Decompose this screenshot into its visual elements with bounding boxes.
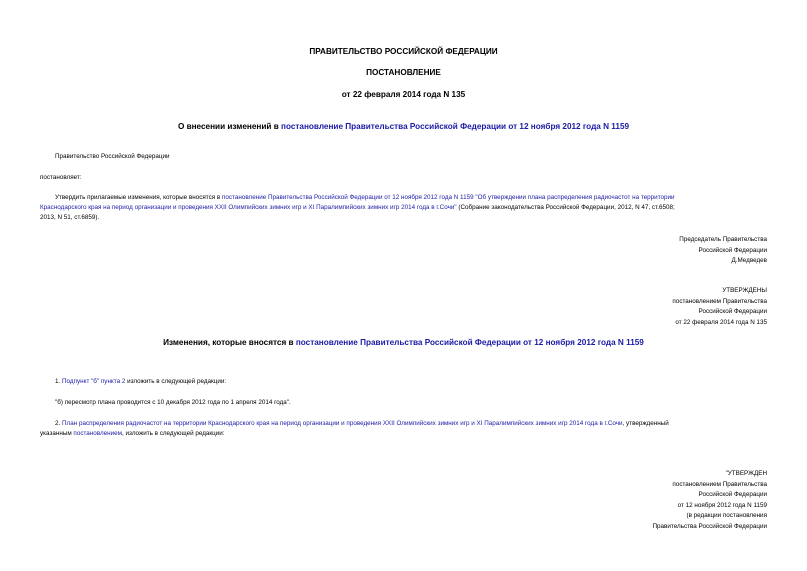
changes-title-link[interactable]: постановление Правительства Российской Федерации от 12 ноября 2012 года N 1159: [295, 338, 644, 347]
item-1-suffix: изложить в следующей редакции:: [125, 378, 227, 385]
item-1-number: 1.: [55, 378, 63, 385]
date-number-heading: от 22 февраля 2014 года N 135: [341, 90, 466, 99]
final-approval-line-3: от 12 ноября 2012 года N 1159: [677, 501, 767, 509]
changes-title: [0, 338, 807, 347]
approve-line-1: [55, 193, 675, 203]
approve-suffix: (Собрание законодательства Российской Федерации, 2012, N 47, ст.6508;: [456, 204, 675, 211]
approval-line-1: постановлением Правительства: [672, 297, 767, 305]
final-approval-line-2: Российской Федерации: [698, 491, 767, 498]
approve-link-1[interactable]: постановление Правительства Российской Федерации от 12 ноября 2012 года N 1159 "Об утверждении плана распределения радиочастот на территории: [222, 194, 675, 201]
intro-gov: Правительство Российской Федерации: [55, 153, 170, 160]
approve-link-2[interactable]: Краснодарского края на период организации и проведения XXII Олимпийских зимних игр и XI Паралимпийских зимних игр 2014 года в г.Сочи": [40, 204, 457, 211]
final-approval-line-1: постановлением Правительства: [672, 480, 767, 488]
signature-position-1: Председатель Правительства: [679, 236, 767, 243]
title-prefix: О внесении изменений в: [177, 122, 282, 131]
final-approval-line-5: Правительства Российской Федерации: [652, 522, 767, 530]
item-1: [55, 377, 226, 387]
item-2-line-1: [55, 419, 669, 429]
government-heading: ПРАВИТЕЛЬСТВО РОССИЙСКОЙ ФЕДЕРАЦИИ: [309, 47, 498, 56]
approval-line-2: Российской Федерации: [698, 308, 767, 315]
signature-position-2: Российской Федерации: [698, 246, 767, 254]
doc-type-heading: ПОСТАНОВЛЕНИЕ: [366, 68, 441, 77]
intro-decides: постановляет:: [40, 174, 82, 181]
item-2-line-2: [40, 429, 225, 439]
item-2-line-2-suffix: , изложить в следующей редакции:: [121, 430, 225, 437]
title-link[interactable]: постановление Правительства Российской Федерации от 12 ноября 2012 года N 1159: [281, 122, 630, 131]
signature-block: [679, 235, 767, 267]
approve-line-3: 2013, N 51, ст.6859).: [40, 214, 100, 221]
final-approval-block: [653, 469, 767, 532]
item-2-suffix: , утвержденный: [622, 420, 669, 427]
item-2-number: 2.: [55, 420, 63, 427]
final-approval-line-4: (в редакции постановления: [686, 512, 767, 519]
item-1-link[interactable]: Подпункт "б" пункта 2: [62, 378, 126, 385]
item-2-line-2-link[interactable]: постановлением: [73, 430, 122, 437]
approval-approved: УТВЕРЖДЕНЫ: [722, 287, 767, 294]
changes-title-prefix: Изменения, которые вносятся в: [163, 338, 296, 347]
item-2-line-2-prefix: указанным: [40, 430, 74, 437]
approval-line-3: от 22 февраля 2014 года N 135: [675, 318, 767, 326]
approve-prefix: Утвердить прилагаемые изменения, которые вносятся в: [55, 194, 222, 201]
item-2-link[interactable]: План распределения радиочастот на территории Краснодарского края на период организации и проведения XXII Олимпийских зимних игр и XI Паралимпийских зимних игр 2014 года в г.Сочи: [62, 420, 623, 427]
item-1-quote: "б) пересмотр плана проводится с 10 декабря 2012 года по 1 апреля 2014 года".: [55, 399, 291, 406]
approve-line-2: [40, 203, 675, 213]
approval-block: [672, 286, 767, 328]
document-title: [0, 122, 807, 131]
signature-name: Д.Медведев: [731, 257, 767, 264]
final-approval-approved: "УТВЕРЖДЕН: [725, 470, 767, 477]
